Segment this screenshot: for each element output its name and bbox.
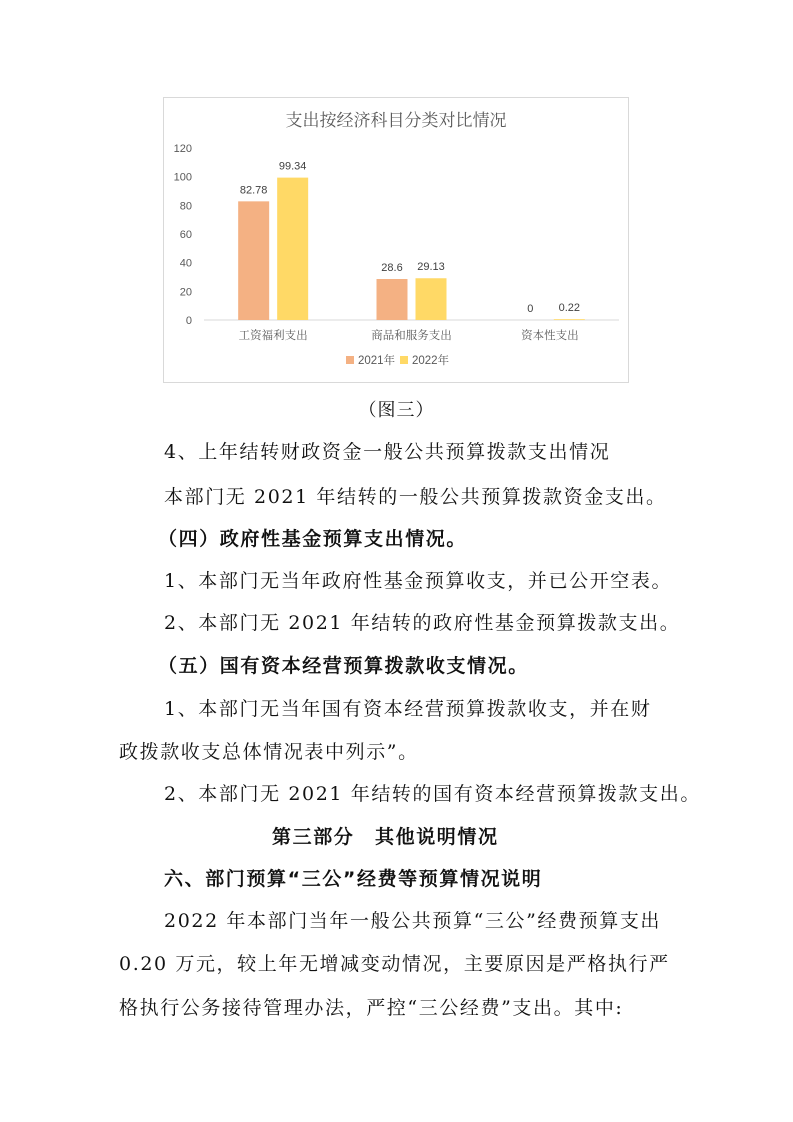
legend-label: 2021年 bbox=[358, 355, 396, 367]
y-tick-label: 40 bbox=[179, 257, 192, 270]
bar-2022 bbox=[554, 319, 585, 320]
x-tick-label: 资本性支出 bbox=[521, 330, 579, 342]
chart-title: 支出按经济科目分类对比情况 bbox=[285, 111, 507, 130]
para-line-7: 2、本部门无 2021 年结转的国有资本经营预算拨款支出。 bbox=[164, 783, 701, 805]
para-line-10: 格执行公务接待管理办法，严控“三公经费”支出。其中: bbox=[119, 997, 624, 1019]
para-line-9: 0.20 万元，较上年无增减变动情况，主要原因是严格执行严 bbox=[119, 953, 670, 975]
y-tick-label: 60 bbox=[179, 229, 192, 241]
para-line-1: 4、上年结转财政资金一般公共预算拨款支出情况 bbox=[164, 441, 611, 463]
y-tick-label: 0 bbox=[185, 315, 192, 327]
data-label: 0 bbox=[527, 303, 534, 315]
x-tick-label: 工资福利支出 bbox=[238, 330, 308, 342]
data-label: 29.13 bbox=[417, 261, 445, 274]
section-heading-5: （五）国有资本经营预算拨款收支情况。 bbox=[158, 655, 529, 677]
para-line-3: 1、本部门无当年政府性基金预算收支，并已公开空表。 bbox=[164, 570, 673, 592]
y-tick-label: 80 bbox=[179, 200, 192, 213]
para-line-5: 1、本部门无当年国有资本经营预算拨款收支，并在财 bbox=[164, 698, 652, 720]
y-tick-label: 20 bbox=[179, 286, 192, 299]
data-label: 0.22 bbox=[558, 302, 581, 315]
part-heading: 第三部分 其他说明情况 bbox=[272, 826, 499, 848]
para-line-8: 2022 年本部门当年一般公共预算“三公”经费预算支出 bbox=[164, 910, 662, 932]
section-heading-4: （四）政府性基金预算支出情况。 bbox=[158, 528, 468, 550]
y-tick-label: 100 bbox=[173, 171, 192, 184]
bar-2022 bbox=[416, 278, 447, 320]
para-line-4: 2、本部门无 2021 年结转的政府性基金预算拨款支出。 bbox=[164, 612, 681, 634]
bar-2022 bbox=[277, 178, 308, 320]
chart-svg bbox=[164, 98, 628, 382]
legend-swatch bbox=[400, 356, 408, 364]
data-label: 99.34 bbox=[278, 160, 307, 173]
x-tick-label: 商品和服务支出 bbox=[371, 330, 452, 342]
y-tick-label: 120 bbox=[173, 143, 192, 155]
expenditure-chart bbox=[163, 97, 629, 383]
legend-swatch bbox=[346, 356, 354, 364]
section-heading-6: 六、部门预算“三公”经费等预算情况说明 bbox=[164, 868, 543, 890]
legend-label: 2022年 bbox=[412, 355, 450, 367]
bar-2021 bbox=[377, 279, 408, 320]
figure-caption: （图三） bbox=[358, 400, 435, 421]
data-label: 28.6 bbox=[381, 262, 403, 275]
para-line-6: 政拨款收支总体情况表中列示”。 bbox=[119, 741, 419, 763]
para-line-2: 本部门无 2021 年结转的一般公共预算拨款资金支出。 bbox=[164, 486, 667, 508]
bar-2021 bbox=[238, 201, 269, 320]
data-label: 82.78 bbox=[239, 184, 268, 197]
